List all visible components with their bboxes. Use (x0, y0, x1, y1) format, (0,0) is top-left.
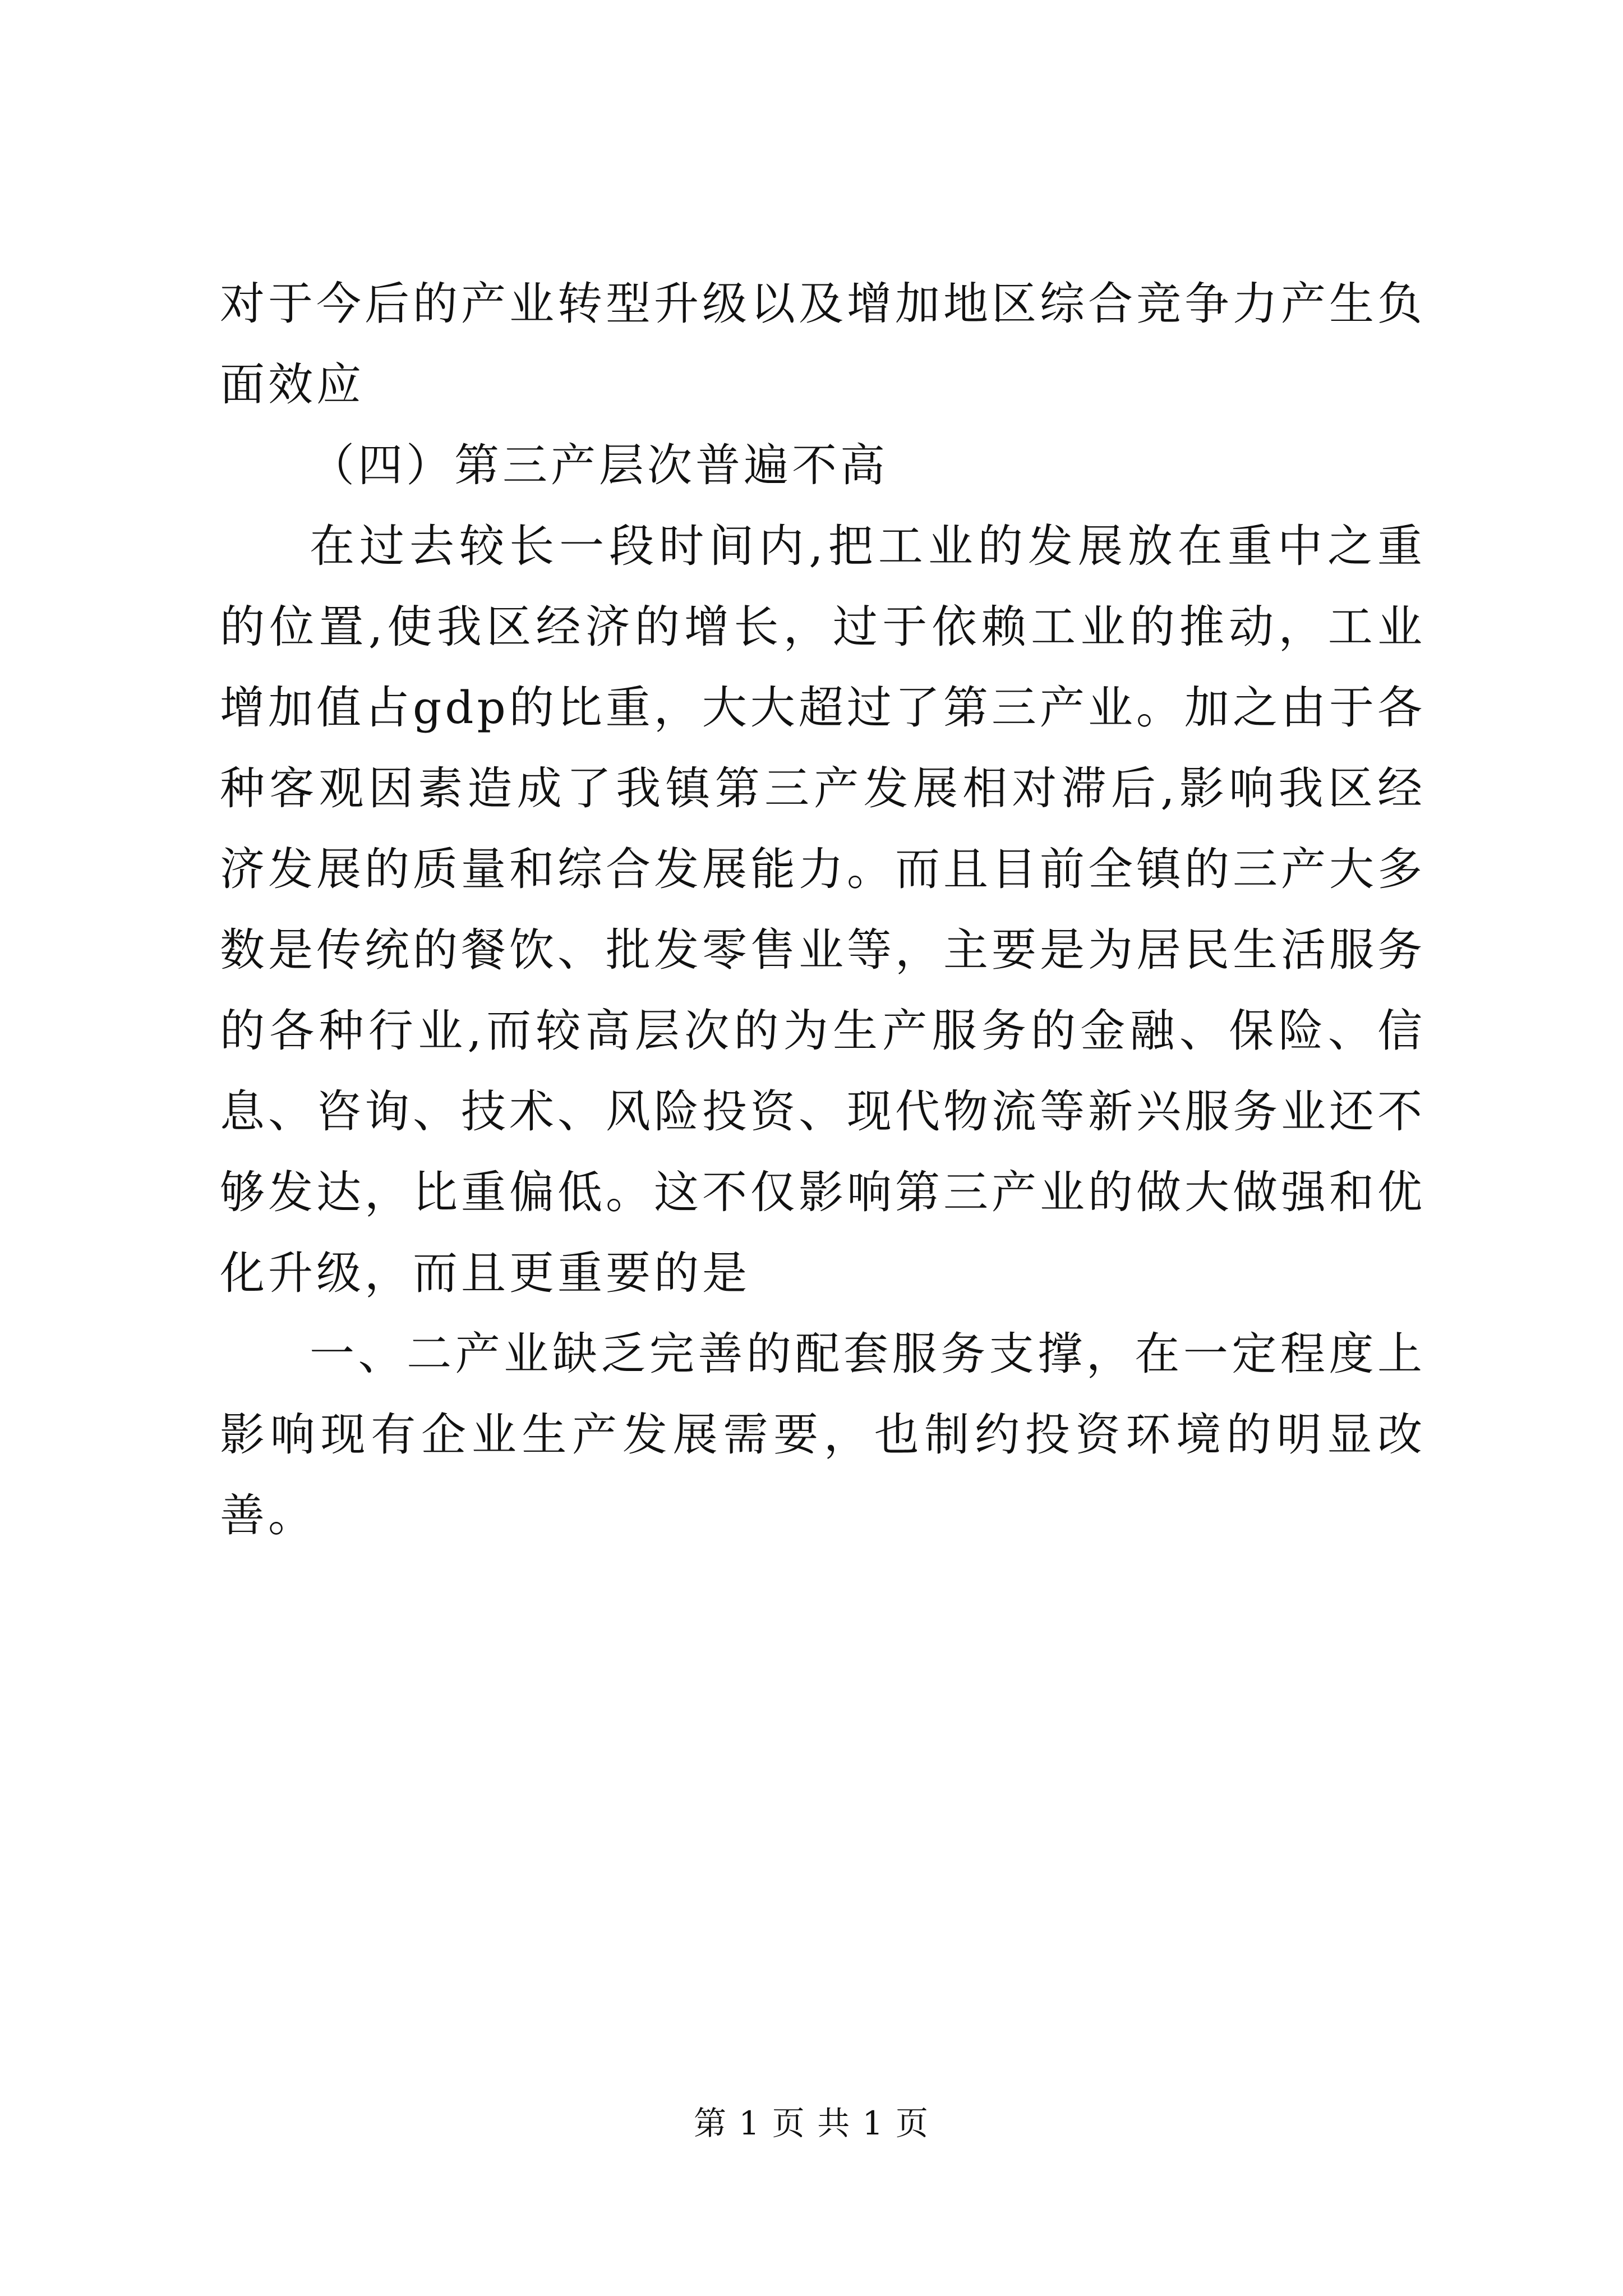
paragraph-body: 一、二产业缺乏完善的配套服务支撑，在一定程度上影响现有企业生产发展需要，也制约投资环境的明显改善。 (220, 1328, 1426, 1542)
paragraph-continuation: 对于今后的产业转型升级以及增加地区综合竞争力产生负面效应 (220, 278, 1426, 411)
document-body (220, 264, 1426, 1556)
section-heading: （四）第三产层次普遍不高 (310, 439, 888, 491)
page-footer: 第 1 页 共 1 页 (694, 2104, 929, 2142)
paragraph-body: 在过去较长一段时间内,把工业的发展放在重中之重的位置,使我区经济的增长，过于依赖工业的推动，工业增加值占gdp的比重，大大超过了第三产业。加之由于各种客观因素造成了我镇第三产发展相对滞后,影响我区经济发展的质量和综合发展能力。而且目前全镇的三产大多数是传统的餐饮、批发零售业等，主要是为居民生活服务的各种行业,而较高层次的为生产服务的金融、保险、信息、咨询、技术、风险投资、现代物流等新兴服务业还不够发达，比重偏低。这不仅影响第三产业的做大做强和优化升级，而且更重要的是 (220, 520, 1426, 1299)
